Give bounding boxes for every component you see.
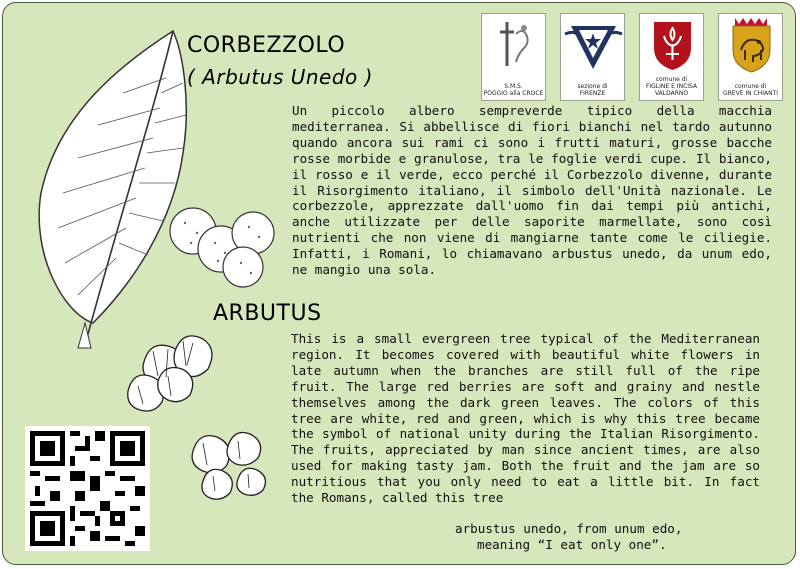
cai-emblem-icon <box>561 14 626 76</box>
logo-sms-caption-2: POGGIO alla CROCE <box>483 90 544 97</box>
logo-greve-caption-1: comune di <box>734 83 767 90</box>
description-italian: Un piccolo albero sempreverde tipico della macchia mediterranea. Si abbellisce di fiori bianchi nel tardo autunno quando ancora sui rami ci sono i frutti maturi, grosse bacche rosse morbide e granulose, tra le foglie verdi cupe. Il bianco, il rosso e il verde, ecco perché il Corbezzolo divenne, durante il Risorgimento italiano, il simbolo dell'Unità nazionale. Le corbezzole, apprezzate dall'uomo fin dai tempi più antichi, anche utilizzate per delle saporite marmellate, sono così nutrienti che non viene di mangiarne tante come le ciliegie. Infatti, i Romani, lo chiamavano arbustus unedo, da unum edo, ne mangio una sola. <box>292 103 772 278</box>
logo-figline-caption-2: FIGLINE E INCISA <box>645 83 698 90</box>
qr-code-icon <box>25 426 150 551</box>
subtitle-scientific-name: ( Arbutus Unedo ) <box>187 65 373 89</box>
figline-crest-icon <box>640 14 705 74</box>
logo-figline-caption-1: comune di <box>655 76 688 83</box>
description-english-tail-line1: arbustus unedo, from unum edo, <box>455 521 683 536</box>
logo-figline-incisa <box>639 13 704 101</box>
description-english-tail <box>455 521 755 553</box>
leaf-illustration <box>23 23 193 353</box>
description-english-tail-line2: meaning “I eat only one”. <box>477 536 667 552</box>
logo-sms-poggio-alla-croce <box>481 13 546 101</box>
logo-figline-caption-3: VALDARNO <box>654 90 689 97</box>
qr-code[interactable] <box>25 426 150 551</box>
sms-emblem-icon <box>482 14 547 74</box>
logo-cai-firenze <box>560 13 625 101</box>
info-panel <box>2 2 796 565</box>
title-it: CORBEZZOLO <box>187 33 346 58</box>
logo-greve-caption-2: GREVE IN CHIANTI <box>722 90 779 97</box>
logo-cai-caption-2: FIRENZE <box>579 90 606 97</box>
title-en: ARBUTUS <box>213 301 322 326</box>
greve-crest-icon <box>719 14 784 76</box>
berries-illustration <box>163 203 283 293</box>
logo-cai-caption-1: sezione di <box>577 83 608 90</box>
logo-sms-caption-1: S.M.S. <box>504 83 523 90</box>
logo-greve-in-chianti <box>718 13 783 101</box>
description-english: This is a small evergreen tree typical of the Mediterranean region. It becomes covered with beautiful white flowers in late autumn when the branches are still full of the ripe fruit. The large red berries are soft and grainy and nestle themselves among the dark green leaves. The colors of this tree are white, red and green, which is why this tree became the symbol of national unity during the Italian Risorgimento. The fruits, appreciated by man since ancient times, are also used for making tasty jam. Both the fruit and the jam are so nutritious that you only need to eat a little bit. In fact the Romans, called this tree <box>291 331 760 506</box>
